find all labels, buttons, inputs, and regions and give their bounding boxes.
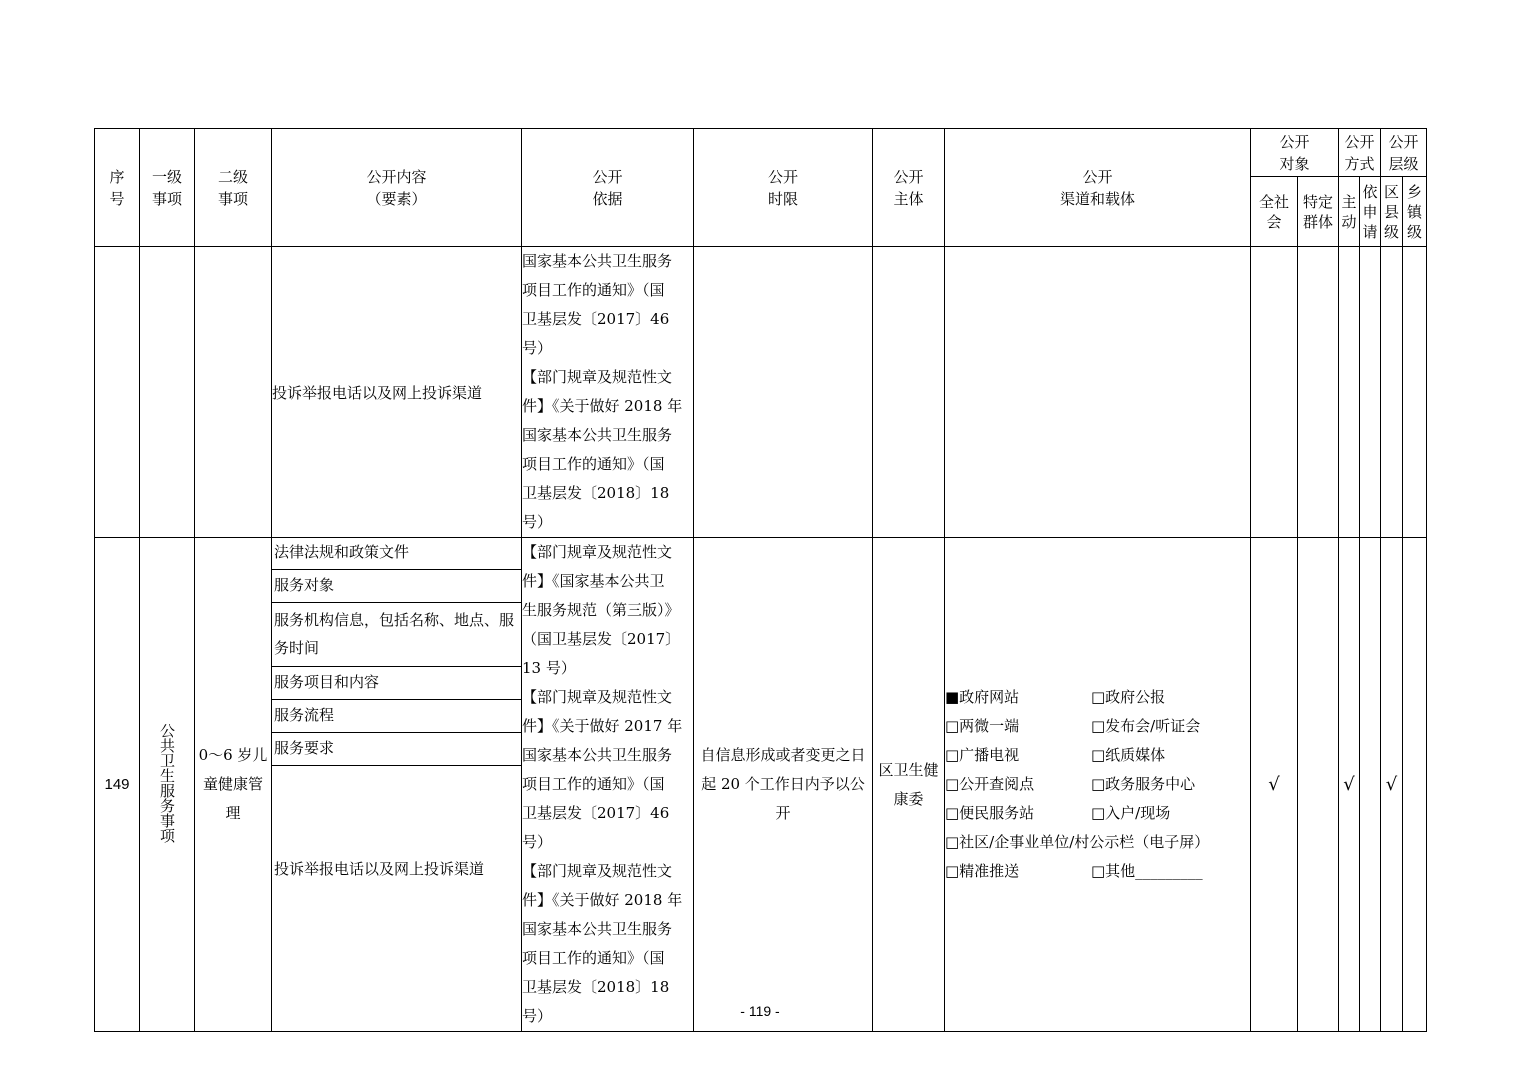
cont-level-district [1381,247,1403,538]
row-object-specific [1298,538,1339,1032]
row-time-limit: 自信息形成或者变更之日起 20 个工作日内予以公开 [694,538,873,1032]
row-method-active: √ [1339,538,1360,1032]
row-content [272,538,522,1032]
channel-item: □社区/企事业单位/村公示栏（电子屏） [945,833,1210,851]
channel-item: □入户/现场 [1091,804,1171,822]
channel-pair [945,857,1250,886]
row-level-district: √ [1381,538,1403,1032]
row-object-all: √ [1251,538,1298,1032]
channel-item: □纸质媒体 [1091,746,1166,764]
cont-method-request [1360,247,1381,538]
cont-object-all [1251,247,1298,538]
header-method-request: 依 申 请 [1360,177,1381,247]
header-subject: 公开 主体 [873,129,945,247]
header-level2: 二级 事项 [195,129,272,247]
header-level-town: 乡 镇 级 [1403,177,1427,247]
channel-item: □政务服务中心 [1091,775,1196,793]
header-object-specific: 特定 群体 [1298,177,1339,247]
cont-seq [95,247,140,538]
cont-subject [873,247,945,538]
disclosure-table [94,128,1427,1032]
channel-pair [945,683,1250,712]
channel-item: □广播电视 [945,746,1020,764]
channel-pair [945,770,1250,799]
content-item [272,766,521,972]
channel-item: □便民服务站 [945,804,1035,822]
level1-text: 公共卫生服务事项 [158,722,176,843]
cont-level-town [1403,247,1427,538]
row-basis: 【部门规章及规范性文 件】《国家基本公共卫 生服务规范（第三版）》 （国卫基层发〔2017〕 13 号） 【部门规章及规范性文 件】《关于做好 2017 年 国家基本公共卫生服务 项目工作的通知》（国 卫基层发〔2017〕46 号） 【部门规章及规范性文 件】《关于做好 2018 年 国家基本公共卫生服务 项目工作的通知》（国 卫基层发〔2018〕18 号） [522,538,694,1032]
channel-item: □两微一端 [945,717,1020,735]
header-object-all: 全社 会 [1251,177,1298,247]
header-time-limit: 公开 时限 [694,129,873,247]
header-method-group: 公开 方式 [1339,129,1381,177]
row-method-request [1360,538,1381,1032]
row-subject: 区卫生健康委 [873,538,945,1032]
content-item: 服务对象 [272,570,521,603]
channel-item: □公开查阅点 [945,775,1035,793]
content-item: 服务机构信息，包括名称、地点、服务时间 [272,603,521,667]
cont-level1 [140,247,195,538]
row-level2: 0～6 岁儿童健康管理 [195,538,272,1032]
cont-object-specific [1298,247,1339,538]
cont-content: 投诉举报电话以及网上投诉渠道 [272,247,522,538]
content-item: 服务项目和内容 [272,667,521,700]
page-number: - 119 - [740,1003,780,1019]
channel-list [945,683,1250,828]
row-seq: 149 [95,538,140,1032]
channel-pair [945,712,1250,741]
row-level1 [140,538,195,1032]
header-content: 公开内容 （要素） [272,129,522,247]
cont-basis: 国家基本公共卫生服务 项目工作的通知》（国 卫基层发〔2017〕46 号） 【部门规章及规范性文 件】《关于做好 2018 年 国家基本公共卫生服务 项目工作的通知》（国 卫基层发〔2018〕18 号） [522,247,694,538]
row-channels [945,538,1251,1032]
header-channels: 公开 渠道和载体 [945,129,1251,247]
cont-method-active [1339,247,1360,538]
cont-channels [945,247,1251,538]
content-item-text: 投诉举报电话以及网上投诉渠道 [274,860,485,878]
header-method-active: 主 动 [1339,177,1360,247]
header-seq: 序 号 [95,129,140,247]
channel-item: ■政府网站 [945,688,1020,706]
header-basis: 公开 依据 [522,129,694,247]
content-item: 服务要求 [272,733,521,766]
header-level-district: 区 县 级 [1381,177,1403,247]
content-item: 服务流程 [272,700,521,733]
channel-pair [945,741,1250,770]
header-object-group: 公开 对象 [1251,129,1339,177]
cont-time-limit [694,247,873,538]
channel-item: □精准推送 [945,862,1020,880]
header-level1: 一级 事项 [140,129,195,247]
channel-item: □发布会/听证会 [1091,717,1201,735]
cont-level2 [195,247,272,538]
channel-item: □其他_________ [1091,862,1203,880]
row-level-town [1403,538,1427,1032]
header-level-group: 公开 层级 [1381,129,1427,177]
content-item: 法律法规和政策文件 [272,538,521,570]
channel-item: □政府公报 [1091,688,1166,706]
channel-pair [945,799,1250,828]
